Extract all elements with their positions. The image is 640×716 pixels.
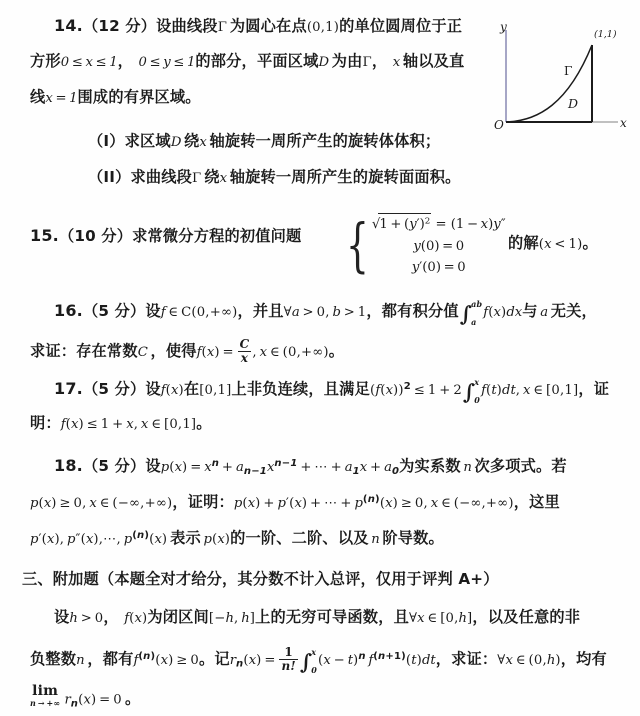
bonus-a2: 为闭区间 [147, 608, 209, 626]
x-sym-15: x [480, 217, 489, 233]
system-row-2: y(0) = 0 [413, 238, 465, 254]
problem-14-line-1 [54, 18, 462, 34]
p14-text-b3: 为由 [331, 52, 363, 70]
problem-15-system [339, 210, 506, 282]
region-D-sym: D [318, 55, 332, 70]
axis-x-sym-3: x [219, 171, 230, 186]
problem-18-line-2: p(x) ≥ 0, x ∈ (−∞,+∞)，证明：p(x) + p′(x) + ⋯ + $p^{(n)}(x) \ge 0$, x ∈ (−∞,+∞)，这里 [30, 493, 560, 512]
problem-15-tail [508, 236, 598, 251]
p14-text-b4: 轴以及直 [402, 52, 465, 70]
axis-x-sym: x [392, 55, 403, 70]
p14-text-a3: 的单位圆周位于正 [339, 17, 463, 35]
fx-17: f [160, 383, 166, 398]
system-row-3: y′(0) = 0 [411, 260, 466, 276]
p16-a3: ，都有积分值 [366, 302, 459, 320]
p16-b2: ，使得 [150, 341, 197, 360]
p15-cond-x: x [544, 237, 552, 252]
x-equals-1: x = 1 [45, 91, 78, 106]
problem-16-line-1 [54, 299, 597, 327]
problem-17-line-2: 明：f(x) ≤ 1 + x, x ∈ [0,1]。 [30, 414, 212, 432]
p18-c2: 的一阶、二阶、以及 [230, 529, 369, 548]
bonus-b2: ，都有 [87, 649, 134, 668]
p14-ii-t2: 绕 [204, 168, 220, 186]
part-I-label: （I） [88, 132, 125, 150]
problem-17-number: 17. [54, 379, 83, 398]
problem-16-line-2: 求证：存在常数C ，使得f(x) = $\frac{C}{x}$ , x ∈ (0,+∞)。 [30, 337, 345, 365]
p14-text-a1: 设曲线段 [156, 17, 218, 35]
p18-a3: 次多项式。若 [474, 457, 567, 475]
comma-16: , [252, 344, 260, 360]
bonus-section-heading [22, 572, 499, 587]
bonus-b4: ，求证： [435, 649, 498, 668]
fraction-1-over-n-factorial: $\frac{1}{n!}$ [281, 645, 296, 673]
p14-text-c2: 围成的有界区域。 [77, 88, 201, 106]
p17-a3: 上非负连续，且满足 [231, 380, 370, 398]
n-sym-18: n [460, 460, 475, 475]
curve-gamma-label: Γ [564, 64, 573, 78]
b-sym: b [332, 305, 341, 320]
problem-18-points: （5 分） [82, 457, 146, 475]
p17-a4: ，证 [578, 380, 610, 398]
p18-a2: 为实系数 [399, 457, 461, 475]
h-gt-0: h [69, 611, 78, 626]
part-II-label: （II） [88, 168, 131, 186]
problem-17-line-1: 17.（5 分）设f(x)在[0,1]上非负连续，且满足$(f(x))^2 \le 1 + 2\int$ x 0 f(t)dt, x ∈ [0,1]，证 [54, 377, 610, 405]
gamma-symbol-3: Γ [192, 171, 205, 186]
p15-condition: ( [538, 237, 545, 252]
region-D-label: D [568, 96, 579, 111]
p14-text-c1: 线 [30, 88, 46, 106]
C-interval: (0,+∞) [191, 305, 238, 320]
const-C: C [137, 344, 151, 360]
system-rows [372, 213, 506, 278]
n-sym-bonus: n [76, 652, 88, 668]
problem-14-points: （12 分） [82, 17, 157, 35]
bonus-b1: 负整数 [30, 649, 77, 668]
f-in-C: f [160, 305, 169, 320]
comma-b1: ， [103, 608, 125, 626]
p15-period: 。 [582, 234, 598, 252]
axis-x-sym-2: x [199, 135, 210, 150]
ft-dt: f [481, 383, 486, 398]
p16-period: 。 [328, 341, 345, 360]
p15-tail-cn: 的解 [508, 234, 539, 252]
x-axis-label: x [620, 116, 627, 130]
fx-dx: f [483, 305, 489, 320]
p17-a1: 设 [145, 380, 161, 398]
bonus-line-2: 负整数n ，都有$f^{(n)}(x) \ge 0$。记$r_n(x)$ = $\frac{1}{n!}$ ∫ x 0 $(x - t)^n$ $f^{(n+1)}(t)dt$，求证：∀x ∈ (0,h)，均有 [30, 645, 607, 675]
bonus-b5: ，均有 [560, 649, 607, 668]
le-1-plus: ≤ 1 + 2 [410, 383, 462, 398]
p16-a5: 无关， [550, 302, 597, 320]
limit-operator: lim n → +∞ [30, 683, 61, 708]
diagram-svg [492, 18, 640, 138]
p14-text-b1: 方形 [30, 52, 61, 70]
problem-18-line-1: 18.（5 分）设$p(x) = x^n + a_{n-1}x^{n-1}$ + ⋯ + $a_1x + a_0$为实系数 n 次多项式。若 [54, 456, 567, 477]
gamma-symbol: Γ [217, 20, 230, 35]
p14-i-t3: 轴旋转一周所产生的旋转体体积； [209, 132, 441, 150]
p14-ii-t3: 轴旋转一周所产生的旋转面面积。 [229, 168, 461, 186]
problem-16-number: 16. [54, 301, 83, 320]
px-sym-18: p [200, 532, 212, 548]
p17-b1: 明： [30, 414, 61, 432]
y-axis-label: y [500, 20, 507, 34]
y-dd: y [493, 217, 501, 233]
rn-def: r [229, 652, 237, 668]
sum-derivs: p [233, 496, 243, 512]
p16-b1: 求证：存在常数 [30, 341, 138, 360]
problem-14-number: 14. [54, 16, 83, 35]
problem-18-number: 18. [54, 456, 83, 475]
point-0-1: (0,1) [306, 20, 340, 35]
p16-a4: 与 [522, 302, 538, 320]
p16-a2: ，并且 [237, 302, 284, 320]
p14-ii-t1: 求曲线段 [130, 168, 193, 186]
p14-text-a2: 为圆心在点 [229, 17, 307, 35]
ineq-y: 0 ≤ y ≤ 1 [138, 55, 196, 70]
fx-paren2: ) [500, 305, 507, 320]
eq-1: = (1 − [431, 217, 481, 233]
gt0: > 0, [299, 305, 333, 320]
bonus-period: 。 [121, 689, 141, 708]
px-ge-0: p [30, 496, 39, 512]
p18-a1: 设 [145, 457, 161, 475]
gt1: > 1 [340, 305, 367, 320]
p14-i-t2: 绕 [184, 132, 200, 150]
problem-16-points: （5 分） [82, 302, 146, 320]
problem-15-number: 15. [30, 226, 59, 245]
problem-15-points: （10 分） [58, 227, 133, 245]
dx-sym: dx [506, 305, 523, 320]
bonus-line-1: 设h > 0， f(x)为闭区间[−h, h]上的无穷可导函数，且∀x ∈ [0,h]，以及任意的非 [54, 608, 581, 626]
interval-mh-h: [− [208, 611, 226, 626]
forall-bonus: ∀ [408, 611, 418, 626]
in-sym: ∈ C [168, 305, 192, 320]
ineq-x: 0 ≤ x ≤ 1 [60, 55, 118, 70]
fx-paren: ( [488, 305, 494, 320]
rn-limit: r [60, 692, 71, 708]
fx-var: x [493, 305, 501, 320]
bonus-a4: ，以及任意的非 [472, 608, 581, 626]
p18-c1: 表示 [170, 529, 201, 548]
comma-2: ， [371, 52, 393, 70]
fx-16: f [196, 344, 202, 360]
p18-b2: ，这里 [513, 493, 560, 512]
sqrt-expr: $√1 + (y')^2$ [372, 213, 431, 235]
region-D-sym-2: D [170, 135, 185, 150]
problem-14-part-II [88, 170, 461, 185]
interval-01: [0,1] [199, 383, 232, 398]
region-D-diagram [492, 18, 640, 138]
left-brace: { [346, 211, 369, 280]
bonus-heading-text: 三、附加题（本题全对才给分，其分数不计入总评，仅用于评判 A+） [22, 570, 499, 588]
problem-18-line-3: p′(x), p″(x),⋯, $p^{(n)}(x)$ 表示 p(x)的一阶、二阶、以及 n 阶导数。 [30, 529, 444, 548]
bonus-line-3: lim n → +∞ $r_n(x) = 0$ 。 [30, 683, 141, 710]
a-gt-0: a [291, 305, 300, 320]
integral-0-to-x-bonus: ∫ x 0 [299, 646, 317, 675]
forall-bonus-2: ∀ [497, 652, 506, 668]
p17-period: 。 [196, 414, 212, 432]
curve-gamma [506, 45, 592, 122]
point-1-1-label: (1,1) [594, 29, 617, 40]
bonus-a1: 设 [54, 608, 70, 626]
p16-a1: 设 [145, 302, 161, 320]
a-sym-16: a [537, 305, 551, 320]
problem-14-line-3 [30, 90, 201, 105]
fx-bonus: f [124, 611, 130, 626]
p18-c3: 阶导数。 [382, 529, 444, 548]
problem-14-part-I [88, 134, 440, 149]
origin-label: O [494, 118, 504, 132]
problem-17-points: （5 分） [82, 380, 146, 398]
bonus-a3: 上的无穷可导函数，且 [255, 608, 409, 626]
gamma-symbol-2: Γ [362, 55, 372, 70]
px-def: p [160, 460, 170, 475]
deriv-list: p [30, 532, 39, 548]
forall-1: ∀ [283, 305, 292, 320]
problem-14-line-2 [30, 54, 464, 69]
p18-b1: ，证明： [172, 493, 234, 512]
integral-0-to-x: ∫ x 0 [462, 377, 481, 405]
p15-lead: 求常微分方程的初值问题 [132, 227, 302, 245]
p14-text-b2: 的部分，平面区域 [195, 52, 319, 70]
eq-1b: ) [488, 217, 494, 233]
integral-a-to-ab: ∫ ab a [459, 299, 483, 327]
bonus-b3: 。记 [198, 649, 230, 668]
p15-cond-rest: < 1) [551, 237, 583, 252]
comma-17: , [515, 383, 523, 398]
n-sym-18b: n [368, 532, 383, 548]
fn-ge-0: f [133, 652, 139, 668]
p14-i-t1: 求区域 [124, 132, 171, 150]
system-row-1: $√1 + (y')^2 = (1 - x)y''$ [372, 213, 506, 235]
p17-a2: 在 [183, 380, 200, 398]
problem-15-line-1 [30, 228, 301, 244]
fx-17b: f [60, 417, 66, 432]
fraction-C-over-x: $\frac{C}{x}$ [239, 337, 250, 365]
comma-1: ， [117, 52, 139, 70]
